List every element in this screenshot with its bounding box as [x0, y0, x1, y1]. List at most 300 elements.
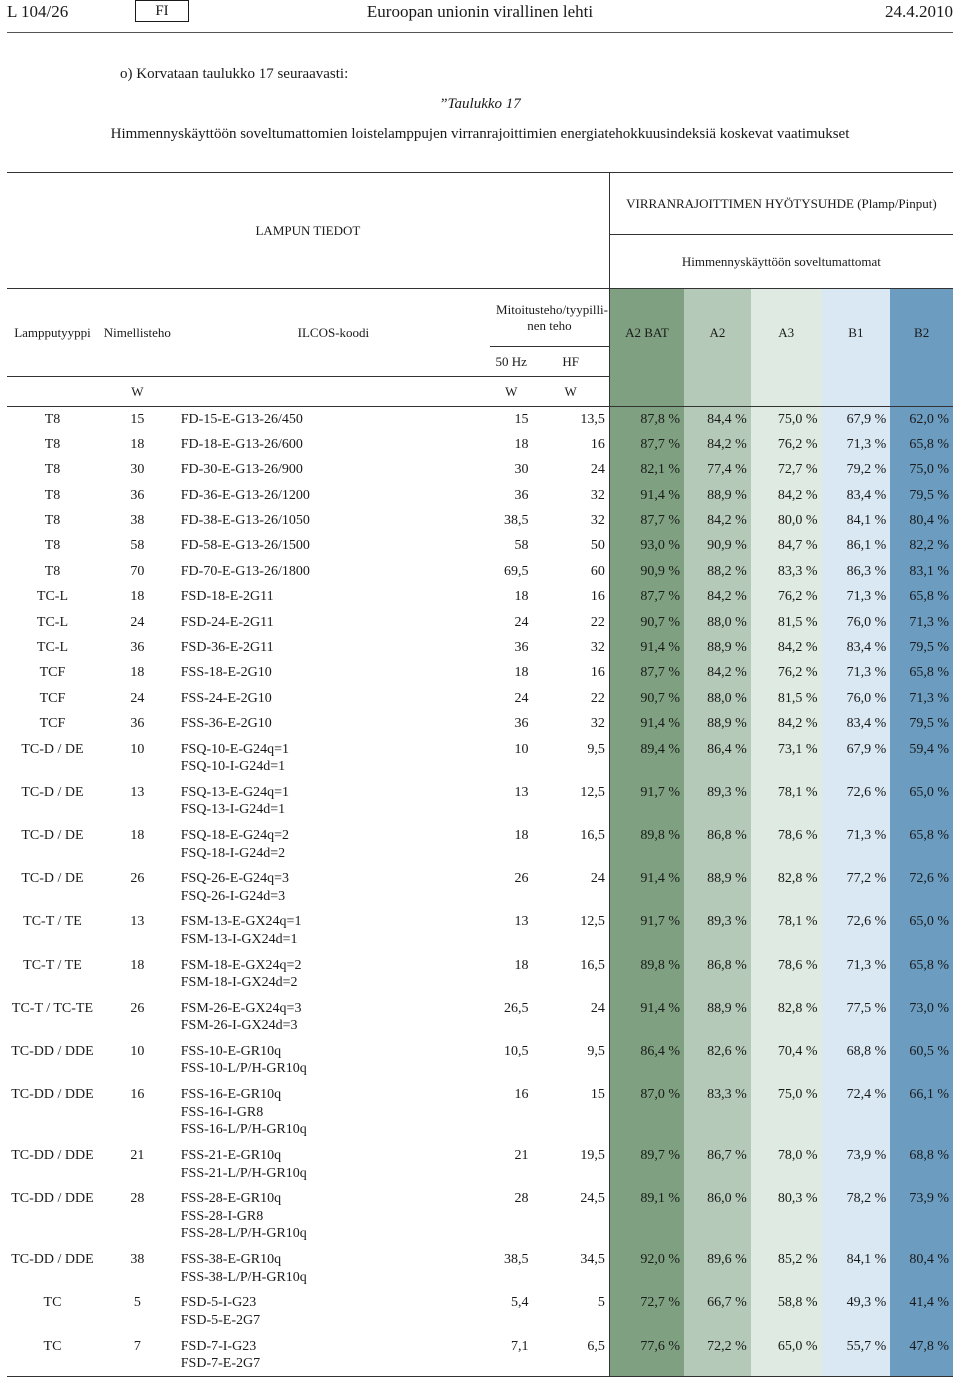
- table-row: [7, 584, 953, 609]
- power-hf-cell: 22: [532, 686, 609, 711]
- a3-cell: 78,1 %: [751, 780, 822, 823]
- ilcos-code-cell: FD-38-E-G13-26/1050: [180, 513, 310, 529]
- b2-cell: 80,4 %: [890, 1247, 953, 1290]
- ilcos-code-cell: FSS-36-E-2G10: [180, 716, 272, 732]
- hf-header: HF: [532, 347, 609, 377]
- a2bat-cell: 89,1 %: [609, 1186, 684, 1247]
- power-hf-cell: 9,5: [532, 1039, 609, 1082]
- lamp-type-cell: TC-DD / DDE: [11, 1252, 94, 1268]
- lamp-type-cell: TCF: [39, 690, 66, 706]
- power-50hz-cell: 26: [514, 871, 529, 887]
- power-hf-cell: 16: [532, 660, 609, 685]
- power-hf-cell: 32: [532, 483, 609, 508]
- a2bat-cell: 92,0 %: [609, 1247, 684, 1290]
- b1-cell: 83,4 %: [822, 711, 891, 736]
- ilcos-code-cell: FD-36-E-G13-26/1200: [180, 487, 310, 503]
- a2-cell: 86,4 %: [684, 737, 751, 780]
- b2-cell: 65,0 %: [890, 909, 953, 952]
- ilcos-code-cell: FSD-36-E-2G11: [180, 640, 274, 656]
- ilcos-code-cell: FSD-18-E-2G11: [180, 589, 274, 605]
- a2-cell: 66,7 %: [684, 1290, 751, 1333]
- a3-cell: 75,0 %: [751, 1082, 822, 1143]
- power-50hz-cell: 18: [514, 436, 529, 452]
- table-body: [7, 407, 953, 1377]
- power-hf-cell: 32: [532, 711, 609, 736]
- a3-cell: 73,1 %: [751, 737, 822, 780]
- b1-cell: 71,3 %: [822, 584, 891, 609]
- b1-cell: 84,1 %: [822, 508, 891, 533]
- table-row: [7, 635, 953, 660]
- b1-cell: 67,9 %: [822, 407, 891, 432]
- b1-cell: 71,3 %: [822, 432, 891, 457]
- a3-cell: 78,6 %: [751, 823, 822, 866]
- a2-cell: 84,2 %: [684, 660, 751, 685]
- a2-header: A2: [684, 289, 751, 377]
- nominal-power-cell: 10: [130, 741, 145, 757]
- nominal-power-cell: 10: [130, 1043, 145, 1059]
- power-50hz-cell: 10,5: [503, 1043, 529, 1059]
- table-row: [7, 1186, 953, 1247]
- lamp-type-cell: T8: [44, 513, 61, 529]
- nominal-power-cell: 7: [98, 1334, 177, 1377]
- lamp-type-cell: T8: [44, 462, 61, 478]
- b1-cell: 73,9 %: [822, 1143, 891, 1186]
- ilcos-code-cell: FSS-24-E-2G10: [180, 690, 272, 706]
- a2-cell: 90,9 %: [684, 533, 751, 558]
- ilcos-code-cell: FD-70-E-G13-26/1800: [180, 563, 310, 579]
- table-row: [7, 737, 953, 780]
- table-title: Himmennyskäyttöön soveltumattomien loistelamppujen virranrajoittimien energiatehokkuusindeksiä koskevat vaatimukset: [110, 126, 850, 142]
- b1-cell: 72,4 %: [822, 1082, 891, 1143]
- a3-cell: 81,5 %: [751, 610, 822, 635]
- ilcos-code-cell: FSM-13-E-GX24q=1 FSM-13-I-GX24d=1: [180, 914, 302, 947]
- nominal-power-cell: 18: [130, 827, 145, 843]
- a2-cell: 89,6 %: [684, 1247, 751, 1290]
- ilcos-code-cell: FSS-21-E-GR10q FSS-21-L/P/H-GR10q: [180, 1148, 307, 1181]
- a3-cell: 78,6 %: [751, 953, 822, 996]
- table-row: [7, 533, 953, 558]
- b2-cell: 73,0 %: [890, 996, 953, 1039]
- a2bat-cell: 89,4 %: [609, 737, 684, 780]
- power-hf-cell: 32: [532, 508, 609, 533]
- a2bat-cell: 90,7 %: [609, 610, 684, 635]
- nominal-power-cell: 18: [130, 665, 145, 681]
- ilcos-code-cell: FSS-18-E-2G10: [180, 665, 272, 681]
- b2-cell: 65,8 %: [890, 823, 953, 866]
- a3-cell: 75,0 %: [751, 407, 822, 432]
- table-row: [7, 483, 953, 508]
- table-row: [7, 780, 953, 823]
- a3-cell: 84,2 %: [751, 711, 822, 736]
- a2bat-cell: 91,4 %: [609, 483, 684, 508]
- a3-cell: 82,8 %: [751, 866, 822, 909]
- power-50hz-cell: 38,5: [503, 513, 529, 529]
- b2-cell: 60,5 %: [890, 1039, 953, 1082]
- a3-cell: 83,3 %: [751, 559, 822, 584]
- table-row: [7, 1247, 953, 1290]
- header-divider: [7, 32, 953, 33]
- ilcos-code-cell: FD-30-E-G13-26/900: [180, 462, 303, 478]
- b1-cell: 84,1 %: [822, 1247, 891, 1290]
- nominal-power-cell: 30: [130, 462, 145, 478]
- lamp-type-cell: TCF: [39, 665, 66, 681]
- b1-cell: 79,2 %: [822, 457, 891, 482]
- nominal-power-cell: 26: [130, 1000, 145, 1016]
- a3-cell: 58,8 %: [751, 1290, 822, 1333]
- a2-cell: 77,4 %: [684, 457, 751, 482]
- ilcos-code-cell: FSD-7-I-G23 FSD-7-E-2G7: [177, 1334, 490, 1377]
- power-hf-cell: 5: [532, 1290, 609, 1333]
- journal-title: Euroopan unionin virallinen lehti: [366, 2, 594, 21]
- nominal-power-cell: 36: [130, 640, 145, 656]
- b1-cell: 78,2 %: [822, 1186, 891, 1247]
- lamp-type-cell: TC-L: [36, 614, 69, 630]
- table-row: [7, 1290, 953, 1333]
- a2bat-cell: 87,8 %: [609, 407, 684, 432]
- lamp-type-cell: TC-D / DE: [21, 741, 84, 757]
- publication-date: 24.4.2010: [885, 2, 953, 21]
- power-hf-cell: 32: [532, 635, 609, 660]
- ilcos-code-cell: FSQ-10-E-G24q=1 FSQ-10-I-G24d=1: [180, 741, 289, 775]
- power-50hz-cell: 28: [514, 1191, 529, 1207]
- hz50-header: 50 Hz: [490, 347, 532, 377]
- table-row: [7, 1039, 953, 1082]
- a3-cell: 82,8 %: [751, 996, 822, 1039]
- a2-cell: 88,9 %: [684, 711, 751, 736]
- b2-cell: 79,5 %: [890, 711, 953, 736]
- language-badge: FI: [135, 0, 189, 22]
- table-row: [7, 432, 953, 457]
- a3-cell: 80,3 %: [751, 1186, 822, 1247]
- a2-cell: 88,0 %: [684, 610, 751, 635]
- b1-cell: 71,3 %: [822, 660, 891, 685]
- a2bat-cell: 91,7 %: [609, 780, 684, 823]
- b2-cell: 65,8 %: [890, 432, 953, 457]
- nominal-power-cell: 24: [130, 690, 145, 706]
- ilcos-code-cell: FD-18-E-G13-26/600: [180, 436, 303, 452]
- a3-cell: 76,2 %: [751, 584, 822, 609]
- power-hf-cell: 22: [532, 610, 609, 635]
- a2bat-cell: 82,1 %: [609, 457, 684, 482]
- nominal-power-cell: 18: [130, 436, 145, 452]
- b2-cell: 59,4 %: [890, 737, 953, 780]
- ilcos-code-cell: FSQ-26-E-G24q=3 FSQ-26-I-G24d=3: [180, 871, 289, 904]
- b2-header: B2: [890, 289, 953, 377]
- requirements-table: [7, 172, 953, 1377]
- nominal-power-cell: 36: [130, 487, 145, 503]
- a2bat-cell: 86,4 %: [609, 1039, 684, 1082]
- a3-cell: 72,7 %: [751, 457, 822, 482]
- table-label: ”Taulukko 17: [439, 96, 521, 112]
- a3-cell: 80,0 %: [751, 508, 822, 533]
- intro-paragraph: o) Korvataan taulukko 17 seuraavasti:: [120, 66, 349, 82]
- power-hf-cell: 16,5: [532, 953, 609, 996]
- power-50hz-cell: 13: [514, 784, 529, 800]
- b1-cell: 67,9 %: [822, 737, 891, 780]
- table-row: [7, 1334, 953, 1377]
- b1-cell: 55,7 %: [822, 1334, 891, 1377]
- a3-cell: 78,0 %: [751, 1143, 822, 1186]
- a2bat-cell: 91,4 %: [609, 635, 684, 660]
- power-50hz-cell: 15: [514, 412, 529, 427]
- a2-cell: 88,9 %: [684, 866, 751, 909]
- nominal-power-cell: 16: [130, 1087, 145, 1103]
- ilcos-code-cell: FSS-28-E-GR10q FSS-28-I-GR8 FSS-28-L/P/H-GR10q: [180, 1191, 307, 1242]
- a2bat-cell: 87,7 %: [609, 584, 684, 609]
- a3-header: A3: [751, 289, 822, 377]
- page-header: [0, 0, 960, 28]
- rated-power-header: Mitoitusteho/tyypillinen teho: [490, 289, 609, 347]
- power-hf-cell: 60: [532, 559, 609, 584]
- b2-cell: 41,4 %: [890, 1290, 953, 1333]
- lamp-type-cell: TC-L: [36, 640, 69, 656]
- a2-cell: 88,2 %: [684, 559, 751, 584]
- b1-cell: 68,8 %: [822, 1039, 891, 1082]
- table-row: [7, 660, 953, 685]
- nominal-power-cell: 38: [130, 513, 145, 529]
- ilcos-header: ILCOS-koodi: [177, 289, 490, 377]
- b1-cell: 83,4 %: [822, 635, 891, 660]
- a2-cell: 88,9 %: [684, 483, 751, 508]
- b1-cell: 72,6 %: [822, 780, 891, 823]
- power-hf-cell: 34,5: [532, 1247, 609, 1290]
- power-hf-cell: 50: [532, 533, 609, 558]
- lamp-type-cell: T8: [44, 436, 61, 452]
- a2-cell: 86,8 %: [684, 823, 751, 866]
- b1-cell: 83,4 %: [822, 483, 891, 508]
- a2-cell: 82,6 %: [684, 1039, 751, 1082]
- lamp-type-cell: T8: [44, 538, 61, 554]
- a2-cell: 88,9 %: [684, 996, 751, 1039]
- b1-cell: 77,5 %: [822, 996, 891, 1039]
- power-50hz-cell: 36: [514, 487, 529, 503]
- a3-cell: 85,2 %: [751, 1247, 822, 1290]
- nominal-power-header: Nimellisteho: [98, 289, 177, 377]
- a2bat-cell: 87,7 %: [609, 660, 684, 685]
- power-50hz-cell: 24: [514, 690, 529, 706]
- nominal-power-cell: 26: [130, 871, 145, 887]
- a2bat-cell: 87,0 %: [609, 1082, 684, 1143]
- lamp-type-cell: TC-DD / DDE: [11, 1148, 94, 1164]
- b2-cell: 65,8 %: [890, 660, 953, 685]
- a3-cell: 76,2 %: [751, 660, 822, 685]
- table-row: [7, 457, 953, 482]
- table-row: [7, 1082, 953, 1143]
- b1-cell: 76,0 %: [822, 610, 891, 635]
- a2bat-cell: 90,7 %: [609, 686, 684, 711]
- lamp-type-cell: TC: [43, 1295, 62, 1311]
- a2bat-cell: 91,7 %: [609, 909, 684, 952]
- power-50hz-cell: 36: [514, 640, 529, 656]
- lamp-type-cell: TC-T / TE: [23, 914, 82, 930]
- hf-unit: W: [532, 377, 609, 407]
- a2bat-cell: 87,7 %: [609, 508, 684, 533]
- a2-cell: 83,3 %: [684, 1082, 751, 1143]
- ilcos-code-cell: FSS-38-E-GR10q FSS-38-L/P/H-GR10q: [180, 1252, 307, 1285]
- b1-header: B1: [822, 289, 891, 377]
- lamp-data-header: LAMPUN TIEDOT: [7, 173, 609, 289]
- nominal-power-cell: 24: [130, 614, 145, 630]
- nominal-power-cell: 21: [130, 1148, 145, 1164]
- a2bat-cell: 77,6 %: [609, 1334, 684, 1377]
- b2-cell: 82,2 %: [890, 533, 953, 558]
- table-row: [7, 866, 953, 909]
- table-row: [7, 909, 953, 952]
- nominal-power-cell: 13: [130, 914, 145, 930]
- power-50hz-cell: 13: [514, 914, 529, 930]
- power-hf-cell: 6,5: [532, 1334, 609, 1377]
- b2-cell: 71,3 %: [890, 610, 953, 635]
- power-hf-cell: 12,5: [532, 780, 609, 823]
- table-row: [7, 1143, 953, 1186]
- b2-cell: 83,1 %: [890, 559, 953, 584]
- power-hf-cell: 9,5: [532, 737, 609, 780]
- ilcos-code-cell: FSQ-13-E-G24q=1 FSQ-13-I-G24d=1: [180, 784, 289, 818]
- table-row: [7, 953, 953, 996]
- power-50hz-cell: 36: [514, 716, 529, 732]
- power-50hz-cell: 18: [514, 665, 529, 681]
- ilcos-code-cell: FSS-16-E-GR10q FSS-16-I-GR8 FSS-16-L/P/H-GR10q: [180, 1087, 307, 1138]
- lamp-type-cell: TCF: [39, 716, 66, 732]
- power-hf-cell: 24,5: [532, 1186, 609, 1247]
- b1-cell: 71,3 %: [822, 953, 891, 996]
- lamp-type-header: Lampputyyppi: [7, 289, 98, 377]
- power-50hz-cell: 26,5: [503, 1000, 529, 1016]
- a2-cell: 88,9 %: [684, 635, 751, 660]
- b1-cell: 77,2 %: [822, 866, 891, 909]
- b2-cell: 72,6 %: [890, 866, 953, 909]
- a3-cell: 84,2 %: [751, 483, 822, 508]
- b2-cell: 66,1 %: [890, 1082, 953, 1143]
- b2-cell: 62,0 %: [890, 407, 953, 432]
- ilcos-code-cell: FSM-18-E-GX24q=2 FSM-18-I-GX24d=2: [180, 957, 302, 991]
- a2bat-cell: 91,4 %: [609, 711, 684, 736]
- power-50hz-cell: 5,4: [510, 1295, 529, 1311]
- power-hf-cell: 24: [532, 457, 609, 482]
- a2bat-cell: 91,4 %: [609, 866, 684, 909]
- nominal-power-cell: 18: [130, 957, 145, 973]
- hz50-unit: W: [490, 377, 532, 407]
- power-hf-cell: 24: [532, 866, 609, 909]
- non-dimmable-header: Himmennyskäyttöön soveltumattomat: [609, 235, 953, 289]
- b2-cell: 65,8 %: [890, 953, 953, 996]
- nominal-power-cell: 18: [130, 589, 145, 605]
- lamp-type-cell: TC: [7, 1334, 98, 1377]
- a3-cell: 76,2 %: [751, 432, 822, 457]
- b2-cell: 79,5 %: [890, 483, 953, 508]
- power-50hz-cell: 16: [514, 1087, 529, 1103]
- b2-cell: 79,5 %: [890, 635, 953, 660]
- lamp-type-cell: TC-DD / DDE: [11, 1191, 94, 1207]
- a2bat-cell: 72,7 %: [609, 1290, 684, 1333]
- ilcos-code-cell: FD-58-E-G13-26/1500: [180, 538, 310, 554]
- lamp-type-cell: TC-L: [36, 589, 69, 605]
- a2-cell: 84,2 %: [684, 584, 751, 609]
- power-hf-cell: 16,5: [532, 823, 609, 866]
- power-50hz-cell: 38,5: [503, 1252, 529, 1268]
- nominal-power-cell: 28: [130, 1191, 145, 1207]
- nominal-power-cell: 70: [130, 563, 145, 579]
- nominal-power-cell: 5: [133, 1295, 141, 1311]
- power-hf-cell: 13,5: [532, 407, 609, 432]
- b2-cell: 75,0 %: [890, 457, 953, 482]
- table-row: [7, 686, 953, 711]
- a2-cell: 84,2 %: [684, 432, 751, 457]
- a2bat-cell: 90,9 %: [609, 559, 684, 584]
- power-hf-cell: 16: [532, 432, 609, 457]
- nominal-power-cell: 13: [130, 784, 145, 800]
- b1-cell: 86,1 %: [822, 533, 891, 558]
- lamp-type-cell: T8: [44, 412, 61, 427]
- a2bat-cell: 87,7 %: [609, 432, 684, 457]
- a3-cell: 84,7 %: [751, 533, 822, 558]
- a2bat-cell: 91,4 %: [609, 996, 684, 1039]
- ilcos-code-cell: FSD-24-E-2G11: [180, 614, 274, 630]
- b2-cell: 73,9 %: [890, 1186, 953, 1247]
- power-hf-cell: 19,5: [532, 1143, 609, 1186]
- b2-cell: 65,8 %: [890, 584, 953, 609]
- power-50hz-cell: 18: [514, 827, 529, 843]
- power-hf-cell: 24: [532, 996, 609, 1039]
- table-row: [7, 508, 953, 533]
- table-row: [7, 711, 953, 736]
- table-row: [7, 559, 953, 584]
- power-hf-cell: 15: [532, 1082, 609, 1143]
- nominal-power-cell: 15: [130, 412, 145, 427]
- b1-cell: 76,0 %: [822, 686, 891, 711]
- nominal-power-cell: 38: [130, 1252, 145, 1268]
- table-row: [7, 996, 953, 1039]
- a2-cell: 84,2 %: [684, 508, 751, 533]
- ilcos-code-cell: FSQ-18-E-G24q=2 FSQ-18-I-G24d=2: [180, 827, 289, 861]
- page-reference: L 104/26: [7, 2, 69, 21]
- b2-cell: 68,8 %: [890, 1143, 953, 1186]
- lamp-type-cell: TC-DD / DDE: [11, 1087, 94, 1103]
- lamp-type-cell: TC-D / DE: [21, 827, 84, 843]
- power-hf-cell: 16: [532, 584, 609, 609]
- lamp-type-cell: T8: [44, 487, 61, 503]
- b2-cell: 80,4 %: [890, 508, 953, 533]
- a3-cell: 84,2 %: [751, 635, 822, 660]
- table-row: [7, 823, 953, 866]
- a2-cell: 84,4 %: [684, 407, 751, 432]
- ilcos-code-cell: FSM-26-E-GX24q=3 FSM-26-I-GX24d=3: [180, 1000, 302, 1034]
- a2-cell: 72,2 %: [684, 1334, 751, 1377]
- power-50hz-cell: 30: [514, 462, 529, 478]
- lamp-type-cell: T8: [44, 563, 61, 579]
- b2-cell: 65,0 %: [890, 780, 953, 823]
- a3-cell: 65,0 %: [751, 1334, 822, 1377]
- b1-cell: 86,3 %: [822, 559, 891, 584]
- power-50hz-cell: 58: [514, 538, 529, 554]
- a2-cell: 86,8 %: [684, 953, 751, 996]
- a3-cell: 70,4 %: [751, 1039, 822, 1082]
- power-50hz-cell: 24: [514, 614, 529, 630]
- a2bat-cell: 89,8 %: [609, 823, 684, 866]
- power-50hz-cell: 69,5: [503, 563, 529, 579]
- lamp-type-cell: TC-D / DE: [21, 784, 84, 800]
- b1-cell: 72,6 %: [822, 909, 891, 952]
- ilcos-code-cell: FSD-5-I-G23 FSD-5-E-2G7: [180, 1295, 261, 1329]
- nominal-power-cell: 36: [130, 716, 145, 732]
- b1-cell: 71,3 %: [822, 823, 891, 866]
- nominal-power-cell: 58: [130, 538, 145, 554]
- table-row: [7, 407, 953, 432]
- ilcos-code-cell: FD-15-E-G13-26/450: [180, 412, 303, 427]
- b2-cell: 71,3 %: [890, 686, 953, 711]
- lamp-type-cell: TC-T / TE: [23, 957, 82, 973]
- table-row: [7, 610, 953, 635]
